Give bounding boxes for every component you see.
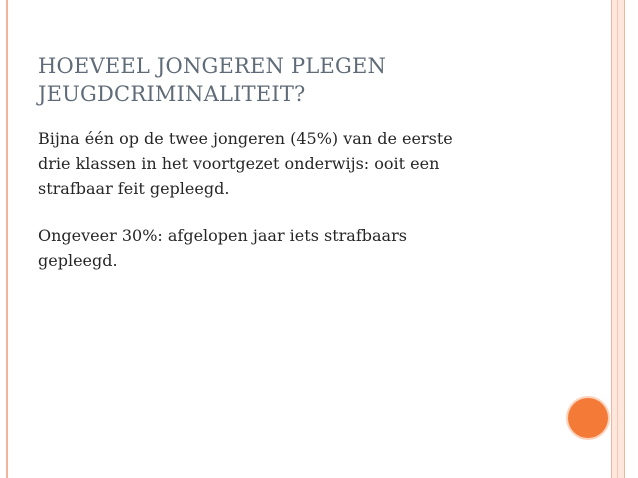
paragraph-1-line-2: drie klassen in het voortgezet onderwijs: ooit een <box>38 154 440 173</box>
left-border-line <box>6 0 8 478</box>
paragraph-1-line-3: strafbaar feit gepleegd. <box>38 179 230 198</box>
paragraph-2-line-1: Ongeveer 30%: afgelopen jaar iets strafbaars <box>38 226 407 245</box>
right-decorative-band <box>611 0 625 478</box>
paragraph-1-line-1: Bijna één op de twee jongeren (45%) van de eerste <box>38 129 453 148</box>
paragraph-2-line-2: gepleegd. <box>38 251 118 270</box>
title-line-1: HOEVEEL JONGEREN PLEGEN <box>38 54 387 78</box>
slide-body <box>38 126 598 295</box>
accent-circle-decoration <box>568 398 608 438</box>
slide-title <box>38 52 578 108</box>
paragraph-1 <box>38 126 598 201</box>
paragraph-2 <box>38 223 598 273</box>
title-line-2: JEUGDCRIMINALITEIT? <box>38 82 306 106</box>
